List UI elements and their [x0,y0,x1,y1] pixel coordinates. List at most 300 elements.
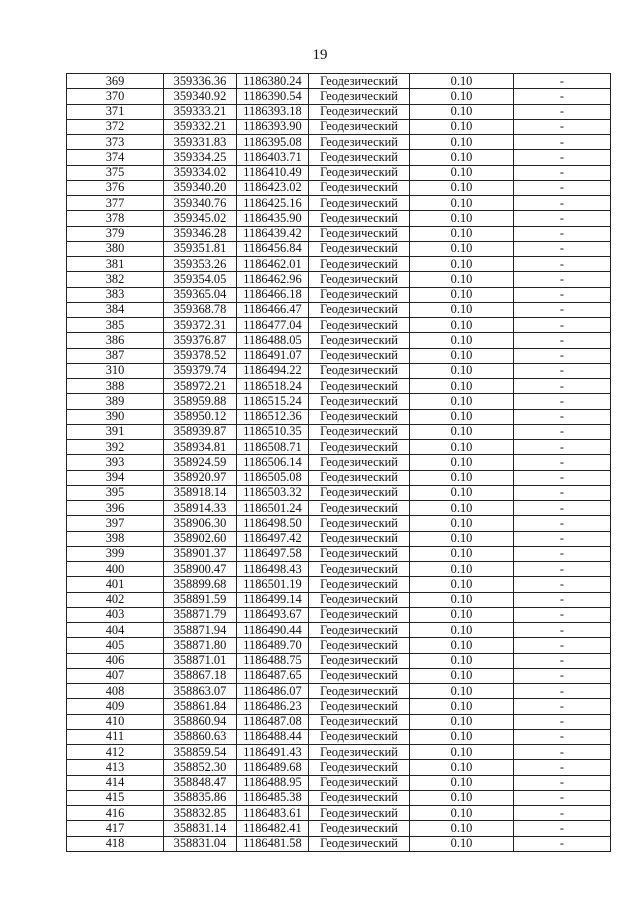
y-coordinate-cell: 1186466.18 [237,287,309,302]
y-coordinate-cell: 1186456.84 [237,241,309,256]
precision-cell: 0.10 [410,470,514,485]
point-number-cell: 379 [67,226,164,241]
point-number-cell: 412 [67,745,164,760]
x-coordinate-cell: 358972.21 [164,379,237,394]
x-coordinate-cell: 358959.88 [164,394,237,409]
point-number-cell: 398 [67,531,164,546]
y-coordinate-cell: 1186425.16 [237,196,309,211]
x-coordinate-cell: 358832.85 [164,806,237,821]
point-number-cell: 376 [67,180,164,195]
method-cell: Геодезический [309,455,410,470]
note-cell: - [514,379,611,394]
table-row [67,89,611,104]
method-cell: Геодезический [309,394,410,409]
point-number-cell: 375 [67,165,164,180]
y-coordinate-cell: 1186488.44 [237,729,309,744]
table-row [67,440,611,455]
x-coordinate-cell: 359346.28 [164,226,237,241]
y-coordinate-cell: 1186512.36 [237,409,309,424]
precision-cell: 0.10 [410,424,514,439]
point-number-cell: 390 [67,409,164,424]
point-number-cell: 380 [67,241,164,256]
point-number-cell: 385 [67,318,164,333]
precision-cell: 0.10 [410,135,514,150]
table-row [67,226,611,241]
table-row [67,470,611,485]
y-coordinate-cell: 1186403.71 [237,150,309,165]
precision-cell: 0.10 [410,714,514,729]
table-row [67,821,611,836]
x-coordinate-cell: 359333.21 [164,104,237,119]
table-row [67,745,611,760]
y-coordinate-cell: 1186488.75 [237,653,309,668]
y-coordinate-cell: 1186493.67 [237,607,309,622]
x-coordinate-cell: 358939.87 [164,424,237,439]
y-coordinate-cell: 1186462.96 [237,272,309,287]
point-number-cell: 399 [67,546,164,561]
x-coordinate-cell: 358863.07 [164,684,237,699]
point-number-cell: 377 [67,196,164,211]
precision-cell: 0.10 [410,501,514,516]
point-number-cell: 400 [67,562,164,577]
method-cell: Геодезический [309,257,410,272]
y-coordinate-cell: 1186488.05 [237,333,309,348]
table-row [67,104,611,119]
precision-cell: 0.10 [410,684,514,699]
table-row [67,790,611,805]
note-cell: - [514,836,611,851]
precision-cell: 0.10 [410,485,514,500]
precision-cell: 0.10 [410,440,514,455]
table-row [67,684,611,699]
x-coordinate-cell: 358859.54 [164,745,237,760]
note-cell: - [514,790,611,805]
precision-cell: 0.10 [410,668,514,683]
precision-cell: 0.10 [410,104,514,119]
y-coordinate-cell: 1186483.61 [237,806,309,821]
precision-cell: 0.10 [410,836,514,851]
table-row [67,424,611,439]
note-cell: - [514,653,611,668]
note-cell: - [514,119,611,134]
point-number-cell: 409 [67,699,164,714]
method-cell: Геодезический [309,363,410,378]
x-coordinate-cell: 359340.20 [164,180,237,195]
note-cell: - [514,409,611,424]
precision-cell: 0.10 [410,318,514,333]
y-coordinate-cell: 1186481.58 [237,836,309,851]
table-row [67,607,611,622]
y-coordinate-cell: 1186505.08 [237,470,309,485]
method-cell: Геодезический [309,653,410,668]
x-coordinate-cell: 358924.59 [164,455,237,470]
table-row [67,379,611,394]
precision-cell: 0.10 [410,516,514,531]
precision-cell: 0.10 [410,531,514,546]
note-cell: - [514,287,611,302]
x-coordinate-cell: 358871.79 [164,607,237,622]
precision-cell: 0.10 [410,790,514,805]
note-cell: - [514,501,611,516]
x-coordinate-cell: 359334.25 [164,150,237,165]
x-coordinate-cell: 358860.63 [164,729,237,744]
x-coordinate-cell: 358831.04 [164,836,237,851]
x-coordinate-cell: 358835.86 [164,790,237,805]
x-coordinate-cell: 358871.94 [164,623,237,638]
y-coordinate-cell: 1186477.04 [237,318,309,333]
point-number-cell: 371 [67,104,164,119]
precision-cell: 0.10 [410,699,514,714]
method-cell: Геодезический [309,150,410,165]
x-coordinate-cell: 359340.76 [164,196,237,211]
table-row [67,394,611,409]
point-number-cell: 401 [67,577,164,592]
y-coordinate-cell: 1186487.65 [237,668,309,683]
point-number-cell: 372 [67,119,164,134]
x-coordinate-cell: 359379.74 [164,363,237,378]
point-number-cell: 392 [67,440,164,455]
precision-cell: 0.10 [410,729,514,744]
table-row [67,836,611,851]
table-row [67,287,611,302]
method-cell: Геодезический [309,165,410,180]
y-coordinate-cell: 1186390.54 [237,89,309,104]
point-number-cell: 405 [67,638,164,653]
method-cell: Геодезический [309,89,410,104]
precision-cell: 0.10 [410,592,514,607]
precision-cell: 0.10 [410,760,514,775]
method-cell: Геодезический [309,272,410,287]
precision-cell: 0.10 [410,272,514,287]
precision-cell: 0.10 [410,226,514,241]
precision-cell: 0.10 [410,607,514,622]
y-coordinate-cell: 1186491.43 [237,745,309,760]
y-coordinate-cell: 1186499.14 [237,592,309,607]
y-coordinate-cell: 1186518.24 [237,379,309,394]
point-number-cell: 402 [67,592,164,607]
precision-cell: 0.10 [410,150,514,165]
note-cell: - [514,165,611,180]
y-coordinate-cell: 1186423.02 [237,180,309,195]
x-coordinate-cell: 359336.36 [164,74,237,89]
table-row [67,516,611,531]
x-coordinate-cell: 358901.37 [164,546,237,561]
precision-cell: 0.10 [410,348,514,363]
note-cell: - [514,272,611,287]
precision-cell: 0.10 [410,577,514,592]
note-cell: - [514,821,611,836]
table-row [67,714,611,729]
note-cell: - [514,180,611,195]
note-cell: - [514,470,611,485]
x-coordinate-cell: 358831.14 [164,821,237,836]
table-row [67,348,611,363]
point-number-cell: 410 [67,714,164,729]
table-row [67,333,611,348]
note-cell: - [514,546,611,561]
y-coordinate-cell: 1186508.71 [237,440,309,455]
note-cell: - [514,440,611,455]
point-number-cell: 310 [67,363,164,378]
y-coordinate-cell: 1186488.95 [237,775,309,790]
method-cell: Геодезический [309,501,410,516]
table-row [67,638,611,653]
y-coordinate-cell: 1186486.07 [237,684,309,699]
method-cell: Геодезический [309,409,410,424]
precision-cell: 0.10 [410,409,514,424]
table-row [67,485,611,500]
precision-cell: 0.10 [410,455,514,470]
method-cell: Геодезический [309,470,410,485]
table-row [67,180,611,195]
note-cell: - [514,333,611,348]
method-cell: Геодезический [309,241,410,256]
precision-cell: 0.10 [410,333,514,348]
point-number-cell: 395 [67,485,164,500]
y-coordinate-cell: 1186410.49 [237,165,309,180]
y-coordinate-cell: 1186393.18 [237,104,309,119]
y-coordinate-cell: 1186462.01 [237,257,309,272]
table-row [67,577,611,592]
point-number-cell: 415 [67,790,164,805]
y-coordinate-cell: 1186487.08 [237,714,309,729]
point-number-cell: 403 [67,607,164,622]
precision-cell: 0.10 [410,302,514,317]
note-cell: - [514,638,611,653]
note-cell: - [514,592,611,607]
method-cell: Геодезический [309,760,410,775]
method-cell: Геодезический [309,348,410,363]
point-number-cell: 386 [67,333,164,348]
precision-cell: 0.10 [410,74,514,89]
x-coordinate-cell: 358871.01 [164,653,237,668]
note-cell: - [514,363,611,378]
precision-cell: 0.10 [410,363,514,378]
precision-cell: 0.10 [410,241,514,256]
note-cell: - [514,424,611,439]
table-row [67,592,611,607]
note-cell: - [514,455,611,470]
method-cell: Геодезический [309,226,410,241]
point-number-cell: 369 [67,74,164,89]
note-cell: - [514,89,611,104]
y-coordinate-cell: 1186435.90 [237,211,309,226]
point-number-cell: 393 [67,455,164,470]
y-coordinate-cell: 1186498.43 [237,562,309,577]
y-coordinate-cell: 1186486.23 [237,699,309,714]
method-cell: Геодезический [309,668,410,683]
x-coordinate-cell: 358899.68 [164,577,237,592]
table-row [67,455,611,470]
note-cell: - [514,135,611,150]
point-number-cell: 373 [67,135,164,150]
point-number-cell: 382 [67,272,164,287]
method-cell: Геодезический [309,485,410,500]
precision-cell: 0.10 [410,562,514,577]
table-row [67,318,611,333]
method-cell: Геодезический [309,74,410,89]
table-row [67,775,611,790]
y-coordinate-cell: 1186515.24 [237,394,309,409]
note-cell: - [514,241,611,256]
x-coordinate-cell: 359331.83 [164,135,237,150]
table-row [67,806,611,821]
note-cell: - [514,562,611,577]
method-cell: Геодезический [309,684,410,699]
precision-cell: 0.10 [410,379,514,394]
y-coordinate-cell: 1186506.14 [237,455,309,470]
point-number-cell: 416 [67,806,164,821]
note-cell: - [514,714,611,729]
table-row [67,623,611,638]
note-cell: - [514,623,611,638]
point-number-cell: 406 [67,653,164,668]
y-coordinate-cell: 1186510.35 [237,424,309,439]
precision-cell: 0.10 [410,653,514,668]
x-coordinate-cell: 358848.47 [164,775,237,790]
method-cell: Геодезический [309,287,410,302]
point-number-cell: 389 [67,394,164,409]
note-cell: - [514,745,611,760]
method-cell: Геодезический [309,806,410,821]
x-coordinate-cell: 358920.97 [164,470,237,485]
method-cell: Геодезический [309,379,410,394]
x-coordinate-cell: 359345.02 [164,211,237,226]
y-coordinate-cell: 1186494.22 [237,363,309,378]
x-coordinate-cell: 358902.60 [164,531,237,546]
point-number-cell: 411 [67,729,164,744]
point-number-cell: 418 [67,836,164,851]
point-number-cell: 414 [67,775,164,790]
y-coordinate-cell: 1186503.32 [237,485,309,500]
table-row [67,272,611,287]
note-cell: - [514,729,611,744]
x-coordinate-cell: 359353.26 [164,257,237,272]
x-coordinate-cell: 358918.14 [164,485,237,500]
x-coordinate-cell: 358867.18 [164,668,237,683]
method-cell: Геодезический [309,302,410,317]
method-cell: Геодезический [309,592,410,607]
y-coordinate-cell: 1186497.58 [237,546,309,561]
precision-cell: 0.10 [410,287,514,302]
table-row [67,363,611,378]
table-row [67,135,611,150]
table-row [67,409,611,424]
table-row [67,546,611,561]
note-cell: - [514,348,611,363]
method-cell: Геодезический [309,562,410,577]
precision-cell: 0.10 [410,638,514,653]
precision-cell: 0.10 [410,180,514,195]
table-row [67,241,611,256]
note-cell: - [514,104,611,119]
x-coordinate-cell: 358860.94 [164,714,237,729]
x-coordinate-cell: 359351.81 [164,241,237,256]
point-number-cell: 378 [67,211,164,226]
precision-cell: 0.10 [410,394,514,409]
precision-cell: 0.10 [410,775,514,790]
precision-cell: 0.10 [410,119,514,134]
table-row [67,119,611,134]
note-cell: - [514,196,611,211]
precision-cell: 0.10 [410,257,514,272]
point-number-cell: 381 [67,257,164,272]
method-cell: Геодезический [309,790,410,805]
precision-cell: 0.10 [410,89,514,104]
note-cell: - [514,668,611,683]
note-cell: - [514,257,611,272]
table-row [67,74,611,89]
table-row [67,211,611,226]
method-cell: Геодезический [309,836,410,851]
method-cell: Геодезический [309,531,410,546]
table-row [67,196,611,211]
point-number-cell: 388 [67,379,164,394]
method-cell: Геодезический [309,714,410,729]
note-cell: - [514,760,611,775]
point-number-cell: 396 [67,501,164,516]
x-coordinate-cell: 359332.21 [164,119,237,134]
note-cell: - [514,302,611,317]
table-row [67,653,611,668]
table-row [67,257,611,272]
method-cell: Геодезический [309,623,410,638]
note-cell: - [514,485,611,500]
note-cell: - [514,531,611,546]
coordinates-table [66,73,611,852]
point-number-cell: 387 [67,348,164,363]
x-coordinate-cell: 358906.30 [164,516,237,531]
x-coordinate-cell: 359340.92 [164,89,237,104]
point-number-cell: 413 [67,760,164,775]
point-number-cell: 407 [67,668,164,683]
method-cell: Геодезический [309,180,410,195]
x-coordinate-cell: 359354.05 [164,272,237,287]
point-number-cell: 374 [67,150,164,165]
y-coordinate-cell: 1186490.44 [237,623,309,638]
y-coordinate-cell: 1186497.42 [237,531,309,546]
x-coordinate-cell: 358861.84 [164,699,237,714]
note-cell: - [514,516,611,531]
method-cell: Геодезический [309,516,410,531]
y-coordinate-cell: 1186501.24 [237,501,309,516]
y-coordinate-cell: 1186489.70 [237,638,309,653]
x-coordinate-cell: 359368.78 [164,302,237,317]
precision-cell: 0.10 [410,165,514,180]
method-cell: Геодезический [309,546,410,561]
note-cell: - [514,211,611,226]
table-row [67,760,611,775]
point-number-cell: 404 [67,623,164,638]
method-cell: Геодезический [309,729,410,744]
method-cell: Геодезический [309,135,410,150]
point-number-cell: 383 [67,287,164,302]
precision-cell: 0.10 [410,821,514,836]
x-coordinate-cell: 359334.02 [164,165,237,180]
table-row [67,531,611,546]
y-coordinate-cell: 1186489.68 [237,760,309,775]
note-cell: - [514,318,611,333]
note-cell: - [514,806,611,821]
method-cell: Геодезический [309,104,410,119]
x-coordinate-cell: 359376.87 [164,333,237,348]
method-cell: Геодезический [309,211,410,226]
point-number-cell: 408 [67,684,164,699]
y-coordinate-cell: 1186485.38 [237,790,309,805]
table-row [67,302,611,317]
x-coordinate-cell: 359372.31 [164,318,237,333]
method-cell: Геодезический [309,775,410,790]
